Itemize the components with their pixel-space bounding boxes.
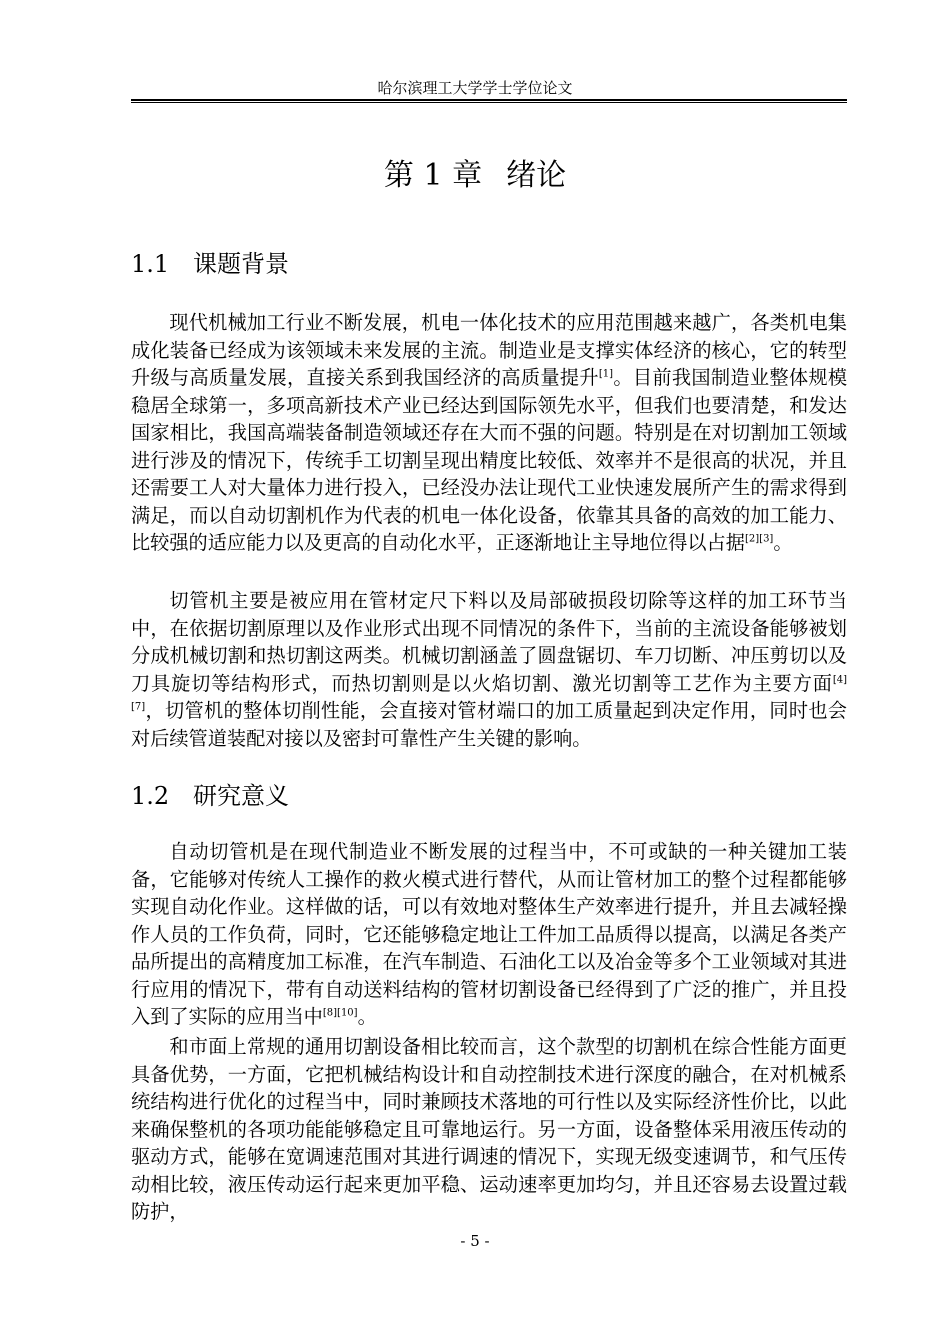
section-heading-1-2 [131, 780, 289, 812]
citation: [8][10] [322, 1007, 358, 1019]
text-run: 。 [773, 531, 793, 554]
text-run: ，切管机的整体切削性能，会直接对管材端口的加工质量起到决定作用，同时也会对后续管道装配对接以及密封可靠性产生关键的影响。 [131, 699, 847, 750]
page-number: - 5 - [460, 1232, 490, 1250]
chapter-number: 第 1 章 [383, 158, 483, 193]
paragraph [131, 1033, 847, 1226]
text-run: 现代机械加工行业不断发展，机电一体化技术的应用范围越来越广，各类机电集成化装备已经成为该领域未来发展的主流。制造业是支撑实体经济的核心，它的转型升级与高质量发展，直接关系到我国经济的高质量提升 [131, 311, 847, 389]
chapter-title: 绪论 [506, 158, 567, 193]
text-run: 自动切管机是在现代制造业不断发展的过程当中，不可或缺的一种关键加工装备，它能够对传统人工操作的救火模式进行替代，从而让管材加工的整个过程都能够实现自动化作业。这样做的话，可以有效地对整体生产效率进行提升，并且去减轻操作人员的工作负荷，同时，它还能够稳定地让工件加工品质得以提高，以满足各类产品所提出的高精度加工标准，在汽车制造、石油化工以及冶金等多个工业领域对其进行应用的情况下，带有自动送料结构的管材切割设备已经得到了广泛的推广，并且投入到了实际的应用当中 [131, 840, 847, 1028]
section-heading-1-1 [131, 248, 289, 280]
text-run: 和市面上常规的通用切割设备相比较而言，这个款型的切割机在综合性能方面更具备优势，一方面，它把机械结构设计和自动控制技术进行深度的融合，在对机械系统结构进行优化的过程当中，同时兼顾技术落地的可行性以及实际经济性价比，以此来确保整机的各项功能能够稳定且可靠地运行。另一方面，设备整体采用液压传动的驱动方式，能够在宽调速范围对其进行调速的情况下，实现无级变速调节，和气压传动相比较，液压传动运行起来更加平稳、运动速率更加均匀，并且还容易去设置过载防护， [131, 1035, 847, 1223]
citation: [1] [598, 368, 614, 380]
chapter-heading [0, 156, 950, 196]
running-header: 哈尔滨理工大学学士学位论文 [377, 79, 573, 97]
text-run: 切管机主要是被应用在管材定尺下料以及局部破损段切除等这样的加工环节当中，在依据切割原理以及作业形式出现不同情况的条件下，当前的主流设备能够被划分成机械切割和热切割这两类。机械切割涵盖了圆盘锯切、车刀切断、冲压剪切以及刀具旋切等结构形式，而热切割则是以火焰切割、激光切割等工艺作为主要方面 [131, 589, 847, 695]
section-number: 1.1 [131, 250, 170, 278]
paragraph [131, 587, 847, 752]
paragraph [131, 838, 847, 1031]
citation: [2][3] [745, 533, 774, 545]
section-title: 研究意义 [193, 782, 289, 810]
header-rule [131, 99, 847, 103]
paragraph [131, 309, 847, 557]
section-title: 课题背景 [193, 250, 289, 278]
citation: [4][7] [131, 674, 847, 713]
section-number: 1.2 [131, 782, 170, 810]
text-run: 。 [357, 1005, 377, 1028]
text-run: 。目前我国制造业整体规模稳居全球第一，多项高新技术产业已经达到国际领先水平，但我们也要清楚，和发达国家相比，我国高端装备制造领域还存在大而不强的问题。特别是在对切割加工领域进行涉及的情况下，传统手工切割呈现出精度比较低、效率并不是很高的状况，并且还需要工人对大量体力进行投入，已经没办法让现代工业快速发展所产生的需求得到满足，而以自动切割机作为代表的机电一体化设备，依靠其具备的高效的加工能力、比较强的适应能力以及更高的自动化水平，正逐渐地让主导地位得以占据 [131, 366, 848, 554]
